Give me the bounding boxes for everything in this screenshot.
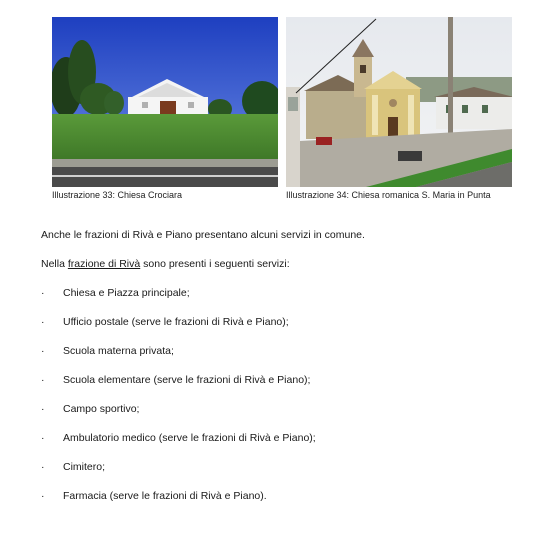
- intro-paragraph: Anche le frazioni di Rivà e Piano presentano alcuni servizi in comune.: [41, 229, 365, 241]
- list-item-text: Chiesa e Piazza principale;: [63, 287, 190, 299]
- document-body: [41, 228, 511, 518]
- list-item: [41, 402, 511, 416]
- list-item: [41, 373, 511, 387]
- bullet-icon: ·: [41, 461, 45, 473]
- bullet-icon: ·: [41, 287, 45, 299]
- figure-chiesa-crociara: [52, 17, 278, 202]
- frazione-riva-link[interactable]: frazione di Rivà: [67, 258, 141, 270]
- list-item: [41, 286, 511, 300]
- figure-chiesa-santa-maria: [286, 17, 512, 202]
- list-item: [41, 315, 511, 329]
- services-intro-paragraph: [41, 257, 511, 271]
- services-list: [41, 286, 511, 503]
- figure-caption: Illustrazione 33: Chiesa Crociara: [52, 190, 183, 200]
- list-item-text: Cimitero;: [63, 461, 106, 473]
- bullet-icon: ·: [41, 432, 45, 444]
- services-intro-prefix: Nella: [41, 258, 68, 270]
- photo-chiesa-crociara: [52, 17, 278, 187]
- list-item-text: Campo sportivo;: [63, 403, 140, 415]
- bullet-icon: ·: [41, 345, 45, 357]
- list-item: [41, 431, 511, 445]
- list-item-text: Scuola elementare (serve le frazioni di Rivà e Piano);: [63, 374, 311, 386]
- list-item: [41, 344, 511, 358]
- services-intro-suffix: sono presenti i seguenti servizi:: [140, 258, 290, 270]
- bullet-icon: ·: [41, 316, 45, 328]
- figure-caption: Illustrazione 34: Chiesa romanica S. Maria in Punta: [286, 190, 491, 200]
- bullet-icon: ·: [41, 374, 45, 386]
- list-item: [41, 460, 511, 474]
- list-item-text: Ufficio postale (serve le frazioni di Rivà e Piano);: [63, 316, 289, 328]
- list-item-text: Ambulatorio medico (serve le frazioni di Rivà e Piano);: [63, 432, 316, 444]
- bullet-icon: ·: [41, 403, 45, 415]
- list-item-text: Scuola materna privata;: [63, 345, 174, 357]
- bullet-icon: ·: [41, 490, 45, 502]
- list-item: [41, 489, 511, 503]
- list-item-text: Farmacia (serve le frazioni di Rivà e Piano).: [63, 490, 267, 502]
- photo-chiesa-santa-maria: [286, 17, 512, 187]
